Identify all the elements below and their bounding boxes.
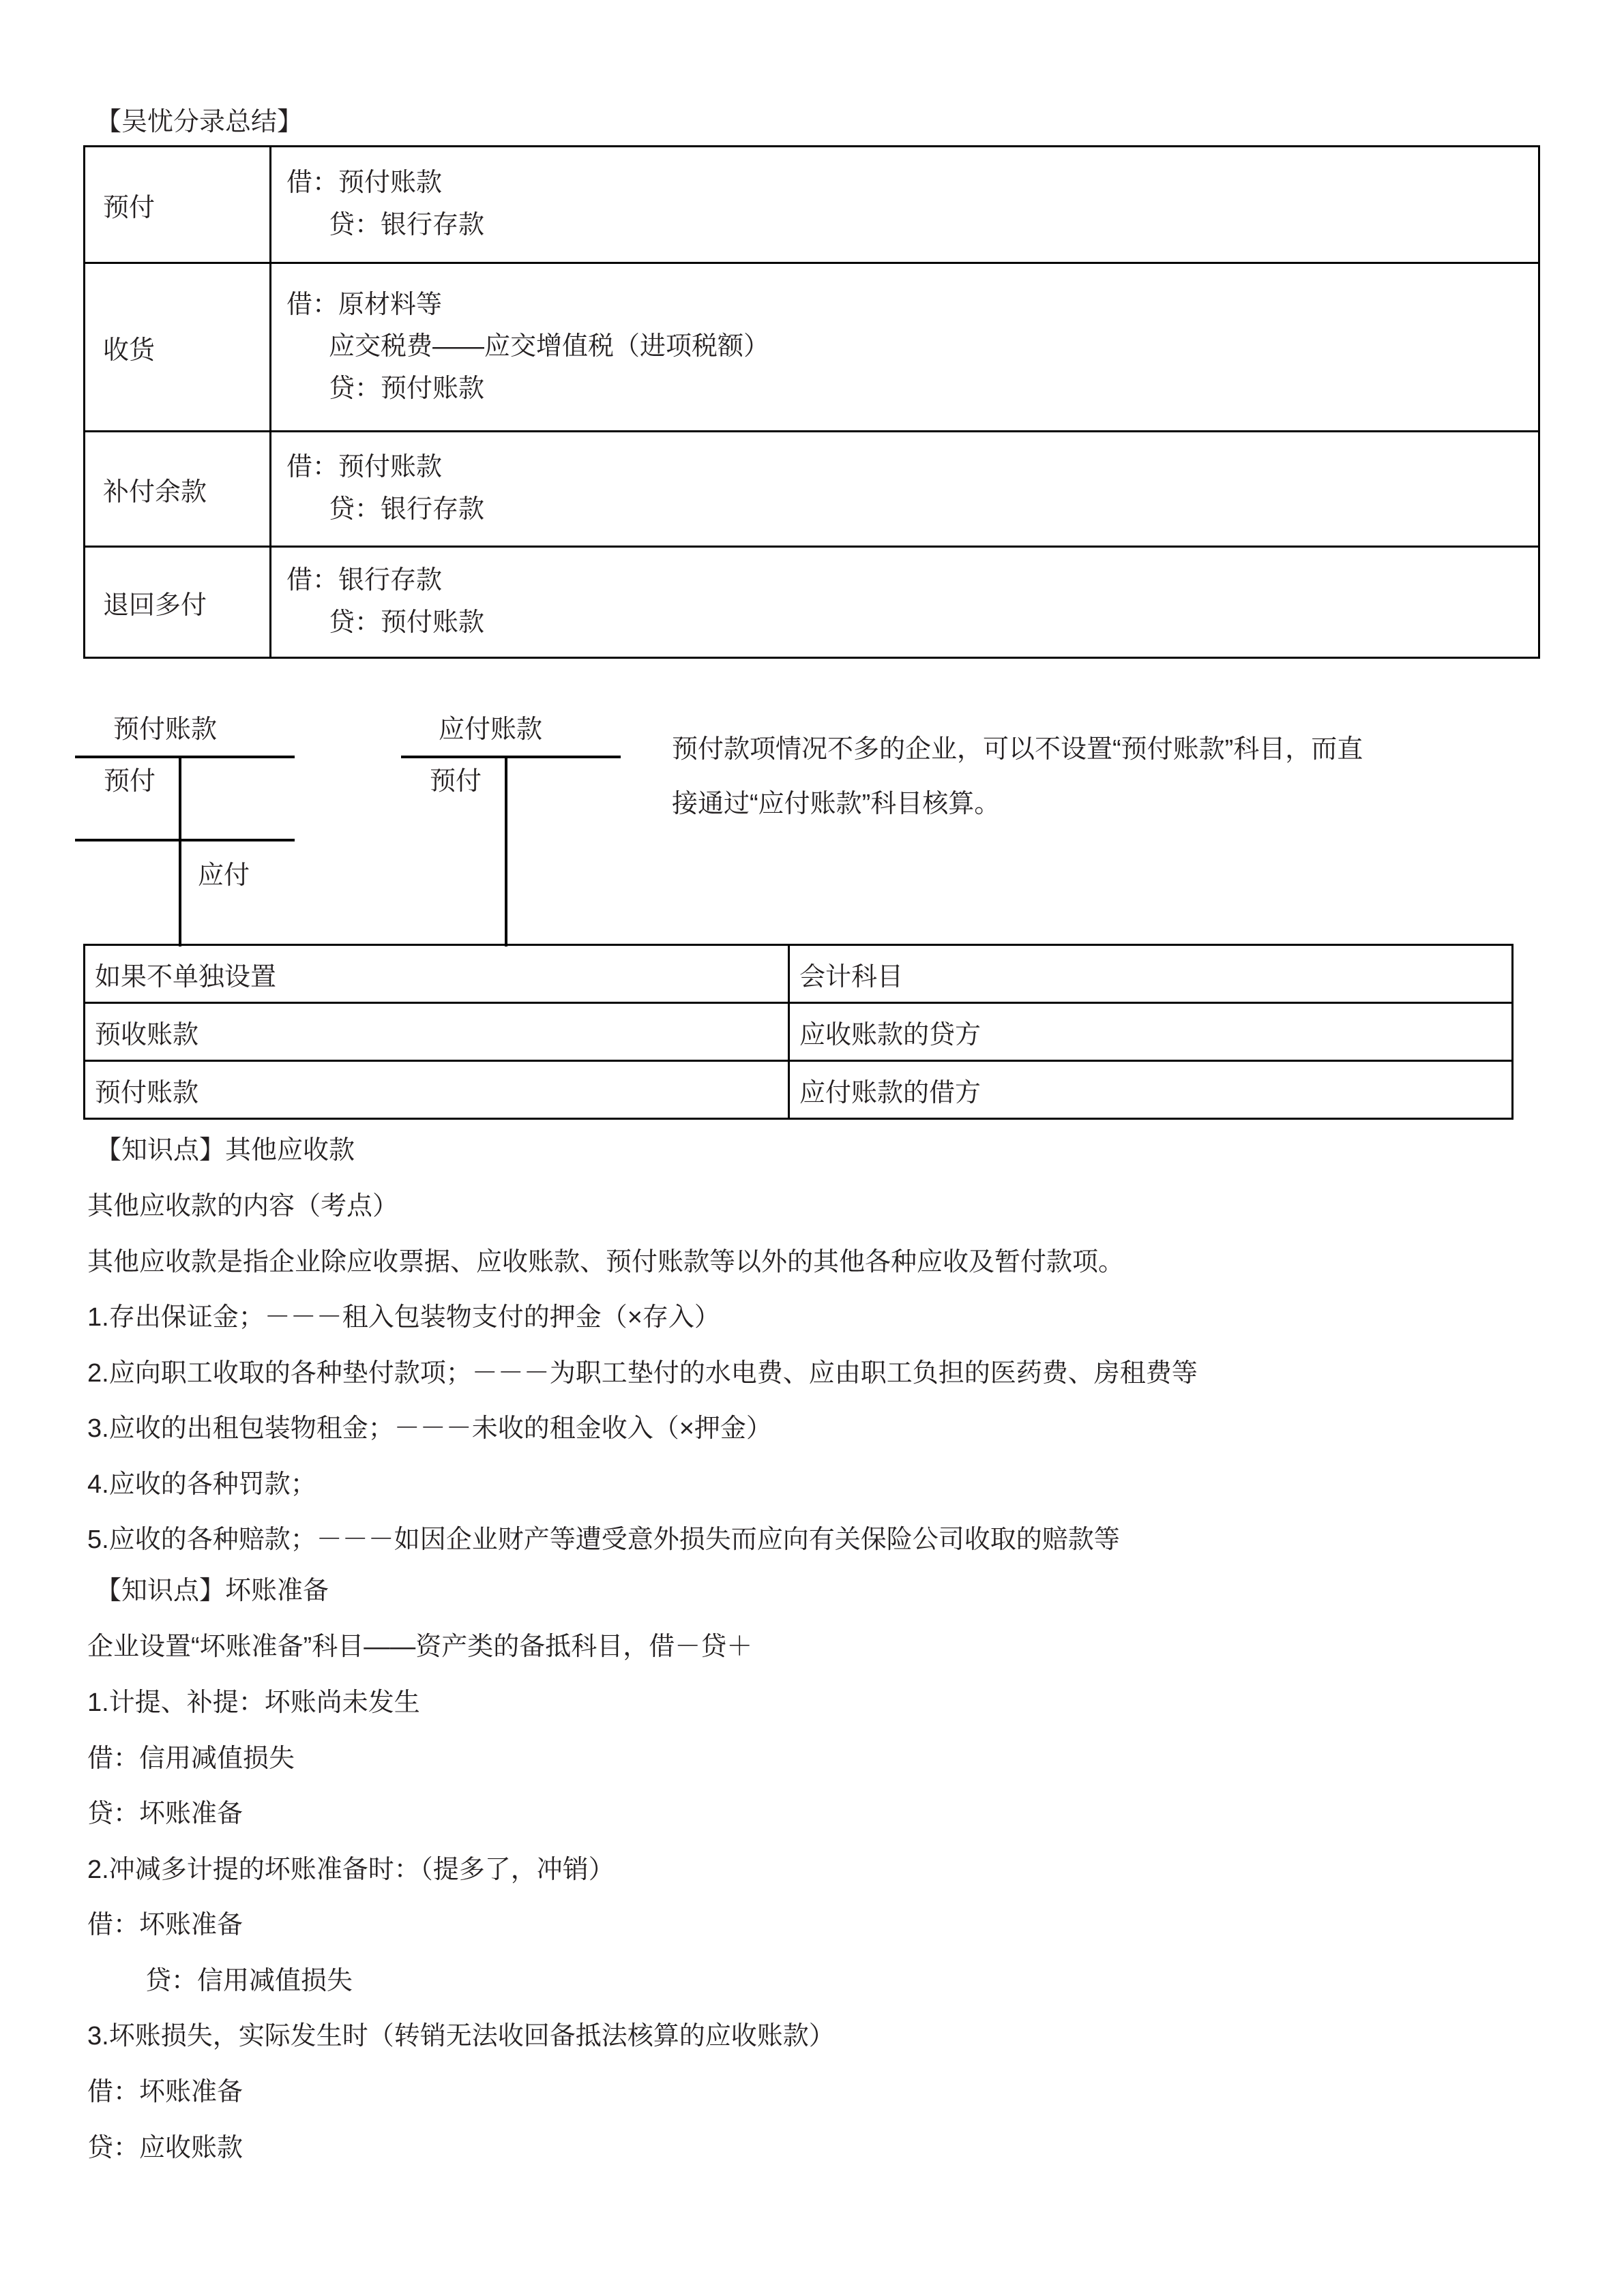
bad-debt-block-1-line-2: 贷：坏账准备 [87, 1800, 243, 1828]
header-cell-account [789, 945, 1513, 1003]
t-account-debit-label: 预付 [104, 767, 156, 796]
cell-text: 应付账款的借方 [799, 1078, 981, 1107]
bad-debt-block-2-line-1: 借：坏账准备 [87, 1911, 243, 1939]
entry-line: 借：原材料等 [286, 290, 443, 319]
entry-label-cell [85, 263, 271, 432]
bad-debt-block-1-line-1: 借：信用减值损失 [87, 1744, 295, 1773]
column-header: 如果不单独设置 [95, 962, 277, 992]
bad-debt-block-1-title: 1.计提、补提：坏账尚未发生 [87, 1688, 420, 1717]
other-receivables-definition: 其他应收款是指企业除应收票据、应收账款、预付账款等以外的其他各种应收及暂付款项。 [87, 1248, 1125, 1277]
other-receivables-subheading: 其他应收款的内容（考点） [87, 1192, 399, 1221]
bad-debt-block-3-line-1: 借：坏账准备 [87, 2078, 243, 2106]
table-row [85, 432, 1539, 547]
entry-line: 应交税费——应交增值税（进项税额） [329, 332, 770, 361]
entry-line: 借：预付账款 [286, 453, 443, 482]
bad-debt-block-2-title: 2.冲减多计提的坏账准备时：（提多了，冲销） [87, 1855, 615, 1884]
journal-entries-table [83, 145, 1540, 659]
table-row [85, 1003, 1513, 1061]
entry-label-cell [85, 432, 271, 547]
entry-line: 贷：银行存款 [329, 211, 485, 239]
entry-label: 预付 [103, 193, 156, 222]
entry-line: 借：预付账款 [286, 168, 443, 198]
column-header: 会计科目 [799, 962, 904, 992]
t-account-balance-rule [75, 839, 295, 841]
entry-label-cell [85, 547, 271, 658]
t-account-title: 预付账款 [113, 715, 218, 744]
cell-condition [85, 1061, 789, 1119]
cell-text: 预付账款 [95, 1078, 199, 1107]
section-heading: 【吴忧分录总结】 [95, 108, 304, 136]
cell-text: 应收账款的贷方 [799, 1020, 981, 1049]
entry-label: 收货 [103, 336, 156, 365]
knowledge-point-heading-bad-debt: 【知识点】坏账准备 [95, 1577, 329, 1605]
bad-debt-definition: 企业设置“坏账准备”科目——资产类的备抵科目，借－贷＋ [87, 1632, 753, 1661]
cell-condition [85, 1003, 789, 1061]
table-row [85, 547, 1539, 658]
t-account-debit-label: 预付 [430, 767, 482, 796]
bad-debt-block-3-title: 3.坏账损失，实际发生时（转销无法收回备抵法核算的应收账款） [87, 2022, 835, 2051]
header-cell-condition [85, 945, 789, 1003]
other-receivables-item-5: 5.应收的各种赔款；－－－如因企业财产等遭受意外损失而应向有关保险公司收取的赔款等 [87, 1525, 1120, 1554]
t-account-credit-label: 应付 [198, 861, 250, 890]
entry-line: 贷：银行存款 [329, 495, 485, 524]
entry-line: 贷：预付账款 [329, 374, 485, 403]
knowledge-point-heading-other-receivables: 【知识点】其他应收款 [95, 1136, 355, 1165]
cell-account [789, 1061, 1513, 1119]
entry-label: 退回多付 [103, 591, 207, 620]
other-receivables-item-2: 2.应向职工收取的各种垫付款项；－－－为职工垫付的水电费、应由职工负担的医药费、房租费等 [87, 1359, 1198, 1388]
bad-debt-block-3-line-2: 贷：应收账款 [87, 2134, 243, 2162]
entry-line: 借：银行存款 [286, 566, 443, 595]
substitute-accounts-table [83, 944, 1514, 1120]
other-receivables-item-1: 1.存出保证金；－－－租入包装物支付的押金（×存入） [87, 1303, 720, 1332]
entry-detail-cell [271, 432, 1539, 547]
entry-line: 贷：预付账款 [329, 608, 485, 637]
table-row [85, 1061, 1513, 1119]
side-note-line-1: 预付款项情况不多的企业，可以不设置“预付账款”科目，而直 [672, 735, 1363, 764]
cell-account [789, 1003, 1513, 1061]
t-account-title: 应付账款 [439, 715, 543, 744]
table-row [85, 147, 1539, 263]
entry-detail-cell [271, 263, 1539, 432]
other-receivables-item-4: 4.应收的各种罚款； [87, 1470, 316, 1499]
t-account-divider [505, 756, 507, 946]
entry-detail-cell [271, 547, 1539, 658]
table-row [85, 263, 1539, 432]
entry-detail-cell [271, 147, 1539, 263]
bad-debt-block-2-line-2: 贷：信用减值损失 [145, 1967, 353, 1995]
table-header-row [85, 945, 1513, 1003]
t-account-top-rule [75, 756, 295, 758]
other-receivables-item-3: 3.应收的出租包装物租金；－－－未收的租金收入（×押金） [87, 1414, 772, 1443]
cell-text: 预收账款 [95, 1020, 199, 1049]
side-note-line-2: 接通过“应付账款”科目核算。 [672, 790, 1001, 818]
entry-label-cell [85, 147, 271, 263]
t-account-top-rule [401, 756, 621, 758]
t-account-divider [179, 756, 181, 946]
entry-label: 补付余款 [103, 477, 207, 507]
